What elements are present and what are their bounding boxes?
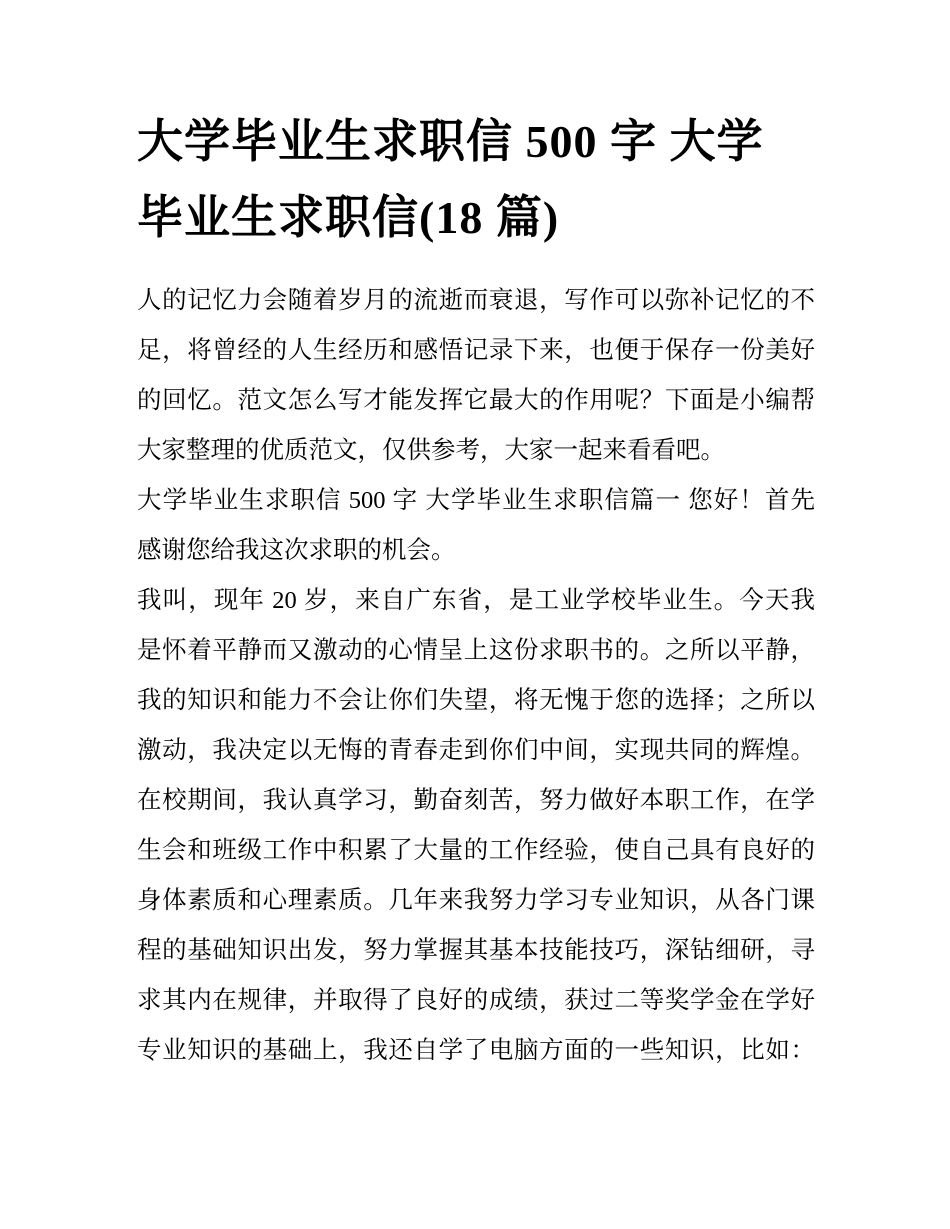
body-line: 我叫，现年 20 岁，来自广东省，是工业学校毕业生。今天我 bbox=[137, 587, 815, 614]
body-line: 程的基础知识出发，努力掌握其基本技能技巧，深钻细研，寻 bbox=[137, 937, 815, 964]
body-line: 生会和班级工作中积累了大量的工作经验，使自己具有良好的 bbox=[137, 837, 815, 864]
body-line: 身体素质和心理素质。几年来我努力学习专业知识，从各门课 bbox=[137, 887, 815, 914]
body-line: 在校期间，我认真学习，勤奋刻苦，努力做好本职工作，在学 bbox=[137, 787, 815, 814]
body-line: 求其内在规律，并取得了良好的成绩，获过二等奖学金在学好 bbox=[137, 987, 815, 1014]
body-line: 大家整理的优质范文，仅供参考，大家一起来看看吧。 bbox=[137, 437, 725, 464]
body-line: 我的知识和能力不会让你们失望，将无愧于您的选择；之所以 bbox=[137, 687, 815, 714]
body-line: 的回忆。范文怎么写才能发挥它最大的作用呢？下面是小编帮 bbox=[137, 387, 815, 414]
paragraph bbox=[137, 276, 815, 476]
title-line: 毕业生求职信(18 篇) bbox=[137, 192, 560, 243]
body-line: 感谢您给我这次求职的机会。 bbox=[137, 537, 456, 564]
body-line: 是怀着平静而又激动的心情呈上这份求职书的。之所以平静， bbox=[137, 637, 815, 664]
title-line: 大学毕业生求职信 500 字 大学 bbox=[137, 116, 764, 167]
paragraph bbox=[137, 576, 815, 1076]
body-line: 足，将曾经的人生经历和感悟记录下来，也便于保存一份美好 bbox=[137, 337, 815, 364]
body-line: 人的记忆力会随着岁月的流逝而衰退，写作可以弥补记忆的不 bbox=[137, 287, 815, 314]
document-body bbox=[137, 276, 815, 1076]
paragraph bbox=[137, 476, 815, 576]
document-content bbox=[137, 104, 815, 1076]
body-line: 大学毕业生求职信 500 字 大学毕业生求职信篇一 您好！首先 bbox=[137, 487, 815, 514]
body-line: 激动，我决定以无悔的青春走到你们中间，实现共同的辉煌。 bbox=[137, 737, 815, 764]
document-title bbox=[137, 104, 815, 256]
body-line: 专业知识的基础上，我还自学了电脑方面的一些知识，比如： bbox=[137, 1037, 815, 1064]
